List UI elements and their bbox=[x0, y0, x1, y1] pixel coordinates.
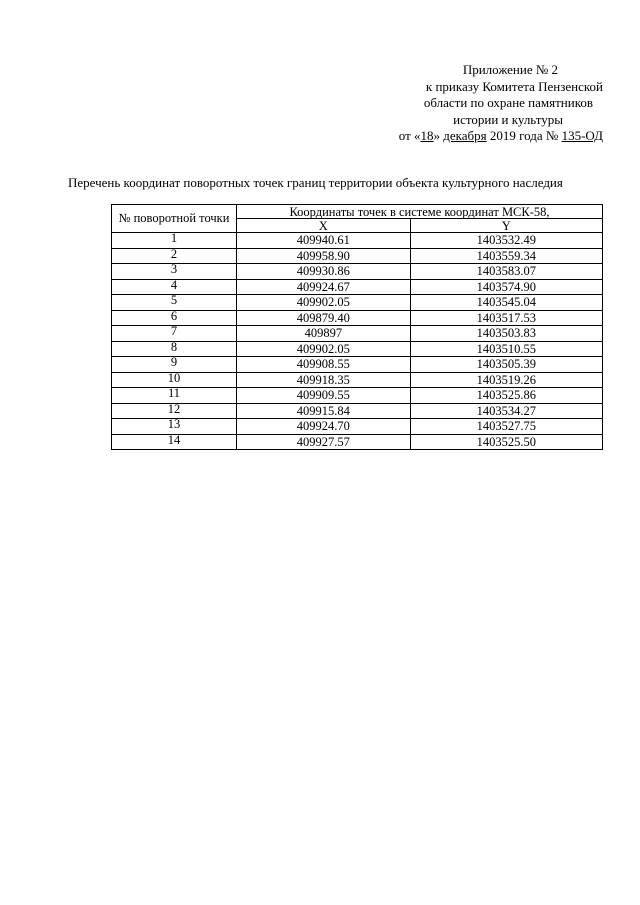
x-coordinate-cell: 409930.86 bbox=[237, 264, 411, 280]
col-header-coords: Координаты точек в системе координат МСК-58, bbox=[237, 205, 603, 219]
point-number-cell: 5 bbox=[112, 295, 237, 311]
table-row bbox=[112, 388, 603, 404]
col-header-y: Y bbox=[410, 219, 602, 233]
point-number-cell: 2 bbox=[112, 248, 237, 264]
y-coordinate-cell: 1403517.53 bbox=[410, 310, 602, 326]
table-row bbox=[112, 295, 603, 311]
x-coordinate-cell: 409940.61 bbox=[237, 233, 411, 249]
appendix-date-line bbox=[363, 128, 603, 145]
point-number-cell: 1 bbox=[112, 233, 237, 249]
date-day: 18 bbox=[420, 128, 434, 143]
order-number: 135-ОД bbox=[561, 128, 603, 143]
y-coordinate-cell: 1403503.83 bbox=[410, 326, 602, 342]
table-row bbox=[112, 403, 603, 419]
document-heading: Перечень координат поворотных точек границ территории объекта культурного наследия bbox=[68, 175, 563, 190]
col-header-point: № поворотной точки bbox=[112, 205, 237, 233]
point-number-cell: 13 bbox=[112, 419, 237, 435]
x-coordinate-cell: 409927.57 bbox=[237, 434, 411, 450]
y-coordinate-cell: 1403525.86 bbox=[410, 388, 602, 404]
y-coordinate-cell: 1403583.07 bbox=[410, 264, 602, 280]
appendix-order-ref: к приказу Комитета Пензенской bbox=[425, 78, 603, 94]
y-coordinate-cell: 1403527.75 bbox=[410, 419, 602, 435]
x-coordinate-cell: 409958.90 bbox=[237, 248, 411, 264]
point-number-cell: 4 bbox=[112, 279, 237, 295]
y-coordinate-cell: 1403505.39 bbox=[410, 357, 602, 373]
x-coordinate-cell: 409908.55 bbox=[237, 357, 411, 373]
col-header-x: X bbox=[237, 219, 411, 233]
table-body bbox=[112, 233, 603, 450]
y-coordinate-cell: 1403574.90 bbox=[410, 279, 602, 295]
appendix-header bbox=[363, 62, 603, 145]
table-row bbox=[112, 310, 603, 326]
y-coordinate-cell: 1403559.34 bbox=[410, 248, 602, 264]
table-row bbox=[112, 434, 603, 450]
x-coordinate-cell: 409924.67 bbox=[237, 279, 411, 295]
x-coordinate-cell: 409902.05 bbox=[237, 295, 411, 311]
date-month: декабря bbox=[443, 128, 487, 143]
point-number-cell: 7 bbox=[112, 326, 237, 342]
y-coordinate-cell: 1403532.49 bbox=[410, 233, 602, 249]
x-coordinate-cell: 409918.35 bbox=[237, 372, 411, 388]
date-year: 2019 года № bbox=[486, 128, 562, 143]
x-coordinate-cell: 409879.40 bbox=[237, 310, 411, 326]
y-coordinate-cell: 1403534.27 bbox=[410, 403, 602, 419]
x-coordinate-cell: 409915.84 bbox=[237, 403, 411, 419]
table-row bbox=[112, 264, 603, 280]
x-coordinate-cell: 409902.05 bbox=[237, 341, 411, 357]
point-number-cell: 10 bbox=[112, 372, 237, 388]
appendix-committee-line-end: истории и культуры bbox=[453, 111, 563, 127]
table-row bbox=[112, 357, 603, 373]
point-number-cell: 14 bbox=[112, 434, 237, 450]
table-row bbox=[112, 248, 603, 264]
y-coordinate-cell: 1403510.55 bbox=[410, 341, 602, 357]
y-coordinate-cell: 1403519.26 bbox=[410, 372, 602, 388]
y-coordinate-cell: 1403525.50 bbox=[410, 434, 602, 450]
point-number-cell: 8 bbox=[112, 341, 237, 357]
x-coordinate-cell: 409897 bbox=[237, 326, 411, 342]
x-coordinate-cell: 409924.70 bbox=[237, 419, 411, 435]
coordinates-table bbox=[111, 204, 603, 450]
point-number-cell: 12 bbox=[112, 403, 237, 419]
appendix-committee-line: области по охране памятников bbox=[423, 95, 593, 110]
table-row bbox=[112, 326, 603, 342]
point-number-cell: 9 bbox=[112, 357, 237, 373]
date-mid: » bbox=[433, 128, 444, 143]
table-row bbox=[112, 233, 603, 249]
table-row bbox=[112, 341, 603, 357]
x-coordinate-cell: 409909.55 bbox=[237, 388, 411, 404]
table-row bbox=[112, 372, 603, 388]
point-number-cell: 11 bbox=[112, 388, 237, 404]
table-row bbox=[112, 279, 603, 295]
table-row bbox=[112, 419, 603, 435]
appendix-title: Приложение № 2 bbox=[462, 62, 558, 77]
y-coordinate-cell: 1403545.04 bbox=[410, 295, 602, 311]
point-number-cell: 3 bbox=[112, 264, 237, 280]
date-prefix: от « bbox=[398, 128, 421, 143]
point-number-cell: 6 bbox=[112, 310, 237, 326]
